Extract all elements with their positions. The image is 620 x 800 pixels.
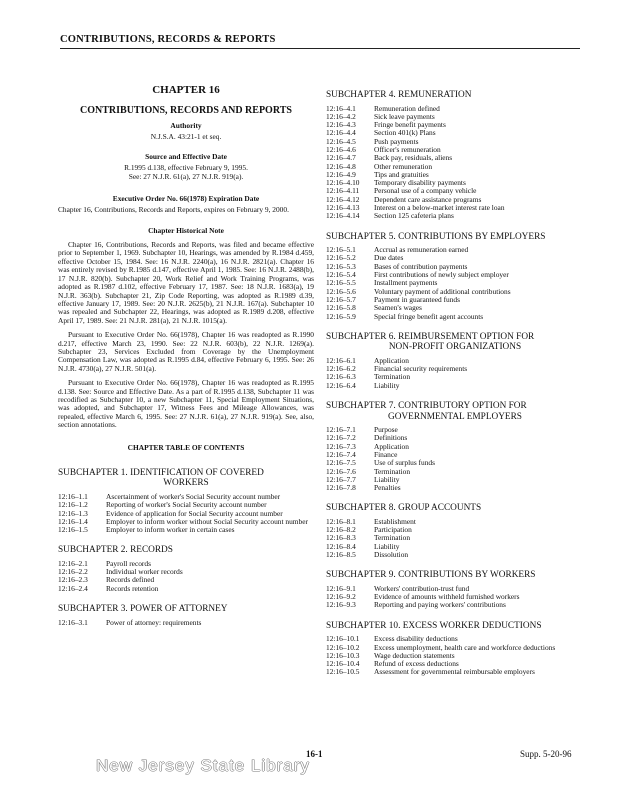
toc-entry — [326, 204, 584, 212]
section-title: Section 125 cafeteria plans — [374, 211, 454, 221]
section-number: 12:16–4.6 — [326, 144, 356, 154]
section-title: Wage deduction statements — [374, 650, 455, 660]
section-title: Evidence of amounts withheld furnished workers — [374, 592, 520, 602]
section-number: 12:16–8.2 — [326, 525, 356, 535]
toc-entry — [326, 365, 584, 373]
section-title: Employer to inform worker in certain cases — [106, 525, 235, 535]
section-title: Back pay, residuals, aliens — [374, 153, 453, 163]
section-number: 12:16–8.4 — [326, 541, 356, 551]
section-title: Personal use of a company vehicle — [374, 186, 477, 196]
section-title: Purpose — [374, 425, 398, 435]
toc-entry — [326, 644, 584, 652]
toc-entry — [326, 543, 584, 551]
section-number: 12:16–1.3 — [58, 508, 88, 518]
section-number: 12:16–1.2 — [58, 500, 88, 510]
source-heading: Source and Effective Date — [145, 152, 227, 162]
historical-note-paragraph: Chapter 16, Contributions, Records and Reports, was filed and became effective prior to September 1, 1969. Subchapter 10, Hearings, was amended by R.1984 d.459, effective October 15, 1984. See: 16 N.J.R. 2240(a), 16 N.J.R. 2821(a). Chapter 16 was entirely revised by R.1985 d.147, effective April 1, 1985. See: 16 N.J.R. 2488(b), 17 N.J.R. 820(b). Subchapter 20, Work Relief and Work Training Programs, was adopted as R.1987 d.102, effective February 17, 1987. See: 18 N.J.R. 1683(a), 19 N.J.R. 363(b). Subchapter 21, Zip Code Reporting, was adopted as R.1989 d.39, effective January 17, 1989. See: 20 N.J.R. 2625(b), 21 N.J.R. 167(a). Subchapter 10 was repealed and Subchapter 22, Hearings, was adopted as R.1989 d.208, effective April 17, 1989. See: 21 N.J.R. 281(a), 21 N.J.R. 1015(a). — [58, 240, 314, 325]
section-number: 12:16–4.2 — [326, 111, 356, 121]
toc-entry — [326, 163, 584, 171]
section-number: 12:16–5.1 — [326, 245, 356, 255]
section-number: 12:16–1.4 — [58, 516, 88, 526]
section-title: Sick leave payments — [374, 111, 435, 121]
section-number: 12:16–4.13 — [326, 203, 360, 213]
section-number: 12:16–5.2 — [326, 253, 356, 263]
section-title: Section 401(k) Plans — [374, 128, 436, 138]
section-title: Payroll records — [106, 558, 151, 568]
section-title: Temporary disability payments — [374, 178, 466, 188]
section-number: 12:16–5.8 — [326, 303, 356, 313]
section-number: 12:16–8.5 — [326, 550, 356, 560]
section-number: 12:16–4.3 — [326, 120, 356, 130]
toc-entry — [326, 484, 584, 492]
subchapter-title — [326, 332, 584, 353]
section-title: Application — [374, 441, 409, 451]
section-title: Records retention — [106, 583, 159, 593]
toc-entry — [326, 601, 584, 609]
section-number: 12:16–2.1 — [58, 558, 88, 568]
section-number: 12:16–7.6 — [326, 466, 356, 476]
supplement-date: Supp. 5-20-96 — [520, 749, 572, 759]
toc-entry — [326, 459, 584, 467]
section-title: Assessment for governmental reimbursable employers — [374, 667, 535, 677]
toc-entry — [326, 271, 584, 279]
section-title: Establishment — [374, 516, 416, 526]
section-number: 12:16–2.2 — [58, 567, 88, 577]
toc-entry — [58, 619, 314, 627]
toc-entry — [326, 296, 584, 304]
section-title: Financial security requirements — [374, 364, 468, 374]
section-number: 12:16–10.2 — [326, 642, 360, 652]
section-title: Push payments — [374, 136, 419, 146]
left-subchapter-list — [58, 468, 314, 627]
section-title: First contributions of newly subject employer — [374, 270, 509, 280]
toc-entry — [326, 434, 584, 442]
section-number: 12:16–7.8 — [326, 483, 356, 493]
toc-entry — [326, 212, 584, 220]
toc-entry — [326, 426, 584, 434]
toc-heading: CHAPTER TABLE OF CONTENTS — [127, 442, 245, 452]
historical-note-heading: Chapter Historical Note — [148, 225, 224, 235]
toc-entry — [326, 313, 584, 321]
section-number: 12:16–4.5 — [326, 136, 356, 146]
section-number: 12:16–4.4 — [326, 128, 356, 138]
section-title: Due dates — [374, 253, 404, 263]
section-title: Individual worker records — [106, 567, 183, 577]
subchapter-title-text: SUBCHAPTER 2. RECORDS — [58, 545, 173, 556]
subchapter-title — [58, 545, 314, 556]
toc-entry — [326, 129, 584, 137]
section-title: Excess unemployment, health care and workforce deductions — [374, 642, 556, 652]
section-number: 12:16–9.2 — [326, 592, 356, 602]
section-title: Excess disability deductions — [374, 634, 458, 644]
section-title: Ascertainment of worker's Social Security account number — [106, 491, 281, 501]
right-subchapter-list — [326, 90, 584, 677]
source-line-1: R.1995 d.138, effective February 9, 1995. — [124, 163, 248, 173]
section-title: Refund of excess deductions — [374, 659, 459, 669]
section-number: 12:16–5.6 — [326, 286, 356, 296]
section-title: Liability — [374, 541, 400, 551]
header-rule — [60, 48, 580, 49]
subchapter-title-continuation: GOVERNMENTAL EMPLOYERS — [388, 411, 522, 422]
toc-entry — [326, 518, 584, 526]
section-number: 12:16–9.3 — [326, 600, 356, 610]
chapter-number: CHAPTER 16 — [152, 84, 220, 96]
subchapter-title-continuation: WORKERS — [163, 478, 209, 489]
toc-entry — [326, 138, 584, 146]
section-number: 12:16–8.3 — [326, 533, 356, 543]
section-title: Accrual as remuneration earned — [374, 245, 469, 255]
section-title: Liability — [374, 474, 400, 484]
section-number: 12:16–7.2 — [326, 433, 356, 443]
section-number: 12:16–2.3 — [58, 575, 88, 585]
section-number: 12:16–1.5 — [58, 525, 88, 535]
subchapter-title-text: SUBCHAPTER 8. GROUP ACCOUNTS — [326, 503, 482, 514]
source-line-2: See: 27 N.J.R. 61(a), 27 N.J.R. 919(a). — [128, 171, 244, 181]
section-number: 12:16–6.1 — [326, 355, 356, 365]
subchapter-title — [326, 503, 584, 514]
executive-order-heading: Executive Order No. 66(1978) Expiration Date — [112, 194, 260, 204]
toc-entry — [58, 576, 314, 584]
subchapter-title — [326, 401, 584, 422]
section-title: Employer to inform worker without Social Security account number — [106, 516, 308, 526]
subchapter-title-text: SUBCHAPTER 7. CONTRIBUTORY OPTION FOR — [326, 401, 527, 412]
subchapter-title — [58, 468, 314, 489]
section-title: Application — [374, 355, 409, 365]
historical-note-paragraph: Pursuant to Executive Order No. 66(1978), Chapter 16 was readopted as R.1995 d.138. See: Source and Effective Date. As a part of R.1995 d.138, Subchapter 11 was recodified as Subchapter 10, a new Subchapter 11, Special Employment Situations, was adopted, and Subchapter 17, Witness Fees and Mileage Allowances, was repealed, effective March 6, 1995. See: 27 N.J.R. 61(a), 27 N.J.R. 919(a). See, also, section annotations. — [58, 378, 314, 430]
executive-order-text: Chapter 16, Contributions, Records and Reports, expires on February 9, 2000. — [58, 205, 289, 215]
section-number: 12:16–7.1 — [326, 425, 356, 435]
toc-entry — [326, 105, 584, 113]
section-title: Installment payments — [374, 278, 438, 288]
section-number: 12:16–10.1 — [326, 634, 360, 644]
subchapter-title-text: SUBCHAPTER 5. CONTRIBUTIONS BY EMPLOYERS — [326, 231, 546, 242]
subchapter-title-text: SUBCHAPTER 10. EXCESS WORKER DEDUCTIONS — [326, 620, 542, 631]
toc-entry — [58, 526, 314, 534]
section-number: 12:16–2.4 — [58, 583, 88, 593]
toc-entry — [326, 154, 584, 162]
section-number: 12:16–4.11 — [326, 186, 360, 196]
section-title: Use of surplus funds — [374, 458, 435, 468]
section-title: Other remuneration — [374, 161, 433, 171]
section-title: Evidence of application for Social Security account number — [106, 508, 283, 518]
section-number: 12:16–6.4 — [326, 380, 356, 390]
section-title: Seamen's wages — [374, 303, 422, 313]
toc-entry — [58, 585, 314, 593]
section-number: 12:16–7.7 — [326, 474, 356, 484]
section-number: 12:16–7.4 — [326, 449, 356, 459]
toc-entry — [326, 534, 584, 542]
toc-entry — [326, 113, 584, 121]
section-title: Finance — [374, 449, 398, 459]
section-number: 12:16–7.3 — [326, 441, 356, 451]
section-number: 12:16–4.8 — [326, 161, 356, 171]
section-number: 12:16–5.9 — [326, 311, 356, 321]
subchapter-title — [326, 90, 584, 101]
toc-entry — [326, 443, 584, 451]
section-title: Interest on a below-market interest rate loan — [374, 203, 505, 213]
section-number: 12:16–5.5 — [326, 278, 356, 288]
section-title: Fringe benefit payments — [374, 120, 446, 130]
section-number: 12:16–10.4 — [326, 659, 360, 669]
running-head: CONTRIBUTIONS, RECORDS & REPORTS — [60, 34, 276, 45]
library-watermark: New Jersey State Library — [96, 756, 310, 775]
section-title: Liability — [374, 380, 400, 390]
subchapter-title-text: SUBCHAPTER 3. POWER OF ATTORNEY — [58, 604, 228, 615]
section-number: 12:16–4.7 — [326, 153, 356, 163]
subchapter-title — [326, 621, 584, 632]
toc-entry — [326, 451, 584, 459]
section-title: Participation — [374, 525, 412, 535]
section-title: Termination — [374, 533, 411, 543]
section-number: 12:16–5.7 — [326, 294, 356, 304]
section-title: Payment in guaranteed funds — [374, 294, 460, 304]
left-column — [58, 60, 314, 627]
section-number: 12:16–9.1 — [326, 583, 356, 593]
toc-entry — [58, 568, 314, 576]
toc-entry — [326, 668, 584, 676]
toc-entry — [326, 382, 584, 390]
section-title: Voluntary payment of additional contributions — [374, 286, 511, 296]
section-number: 12:16–3.1 — [58, 617, 88, 627]
historical-note-paragraph: Pursuant to Executive Order No. 66(1978), Chapter 16 was readopted as R.1990 d.217, effective March 23, 1990. See: 22 N.J.R. 603(b), 22 N.J.R. 1269(a). Subchapter 23, Services Excluded from Coverage by the Unemployment Compensation Law, was adopted as R.1995 d.84, effective February 6, 1995. See: 26 N.J.R. 4730(a), 27 N.J.R. 501(a). — [58, 330, 314, 373]
section-title: Reporting of worker's Social Security account number — [106, 500, 267, 510]
subchapter-title-text: SUBCHAPTER 1. IDENTIFICATION OF COVERED — [58, 467, 264, 478]
section-title: Penalties — [374, 483, 401, 493]
section-title: Power of attorney: requirements — [106, 617, 202, 627]
toc-entry — [326, 551, 584, 559]
authority-text: N.J.S.A. 43:21-1 et seq. — [150, 131, 222, 141]
section-title: Officer's remuneration — [374, 144, 441, 154]
subchapter-title-text: SUBCHAPTER 6. REIMBURSEMENT OPTION FOR — [326, 331, 535, 342]
section-title: Records defined — [106, 575, 155, 585]
section-title: Reporting and paying workers' contributions — [374, 600, 506, 610]
toc-entry — [326, 468, 584, 476]
chapter-title: CONTRIBUTIONS, RECORDS AND REPORTS — [80, 105, 292, 117]
toc-entry — [326, 476, 584, 484]
section-number: 12:16–10.5 — [326, 667, 360, 677]
toc-entry — [58, 560, 314, 568]
subchapter-title — [326, 570, 584, 581]
toc-entry — [326, 373, 584, 381]
subchapter-title — [326, 232, 584, 243]
toc-entry — [326, 246, 584, 254]
section-number: 12:16–1.1 — [58, 491, 88, 501]
section-title: Workers' contribution-trust fund — [374, 583, 470, 593]
section-number: 12:16–10.3 — [326, 650, 360, 660]
section-title: Tips and gratuities — [374, 169, 429, 179]
section-number: 12:16–4.9 — [326, 169, 356, 179]
section-title: Bases of contribution payments — [374, 261, 468, 271]
subchapter-title — [58, 604, 314, 615]
subchapter-title-text: SUBCHAPTER 4. REMUNERATION — [326, 90, 472, 100]
section-number: 12:16–4.10 — [326, 178, 360, 188]
section-number: 12:16–4.12 — [326, 194, 360, 204]
section-title: Dependent care assistance programs — [374, 194, 482, 204]
subchapter-title-continuation: NON-PROFIT ORGANIZATIONS — [388, 342, 522, 353]
section-number: 12:16–5.4 — [326, 270, 356, 280]
section-number: 12:16–8.1 — [326, 516, 356, 526]
section-number: 12:16–4.14 — [326, 211, 360, 221]
toc-entry — [326, 121, 584, 129]
section-number: 12:16–6.3 — [326, 372, 356, 382]
section-title: Remuneration defined — [374, 103, 440, 113]
right-column — [326, 60, 584, 677]
subchapter-title-text: SUBCHAPTER 9. CONTRIBUTIONS BY WORKERS — [326, 570, 536, 581]
section-number: 12:16–4.1 — [326, 103, 356, 113]
section-number: 12:16–5.3 — [326, 261, 356, 271]
section-title: Termination — [374, 466, 411, 476]
section-number: 12:16–7.5 — [326, 458, 356, 468]
toc-entry — [326, 526, 584, 534]
section-title: Dissolution — [374, 550, 409, 560]
section-title: Special fringe benefit agent accounts — [374, 311, 484, 321]
authority-heading: Authority — [170, 120, 202, 130]
section-number: 12:16–6.2 — [326, 364, 356, 374]
toc-entry — [326, 146, 584, 154]
page-number: 16-1 — [306, 749, 323, 759]
section-title: Definitions — [374, 433, 408, 443]
section-title: Termination — [374, 372, 411, 382]
